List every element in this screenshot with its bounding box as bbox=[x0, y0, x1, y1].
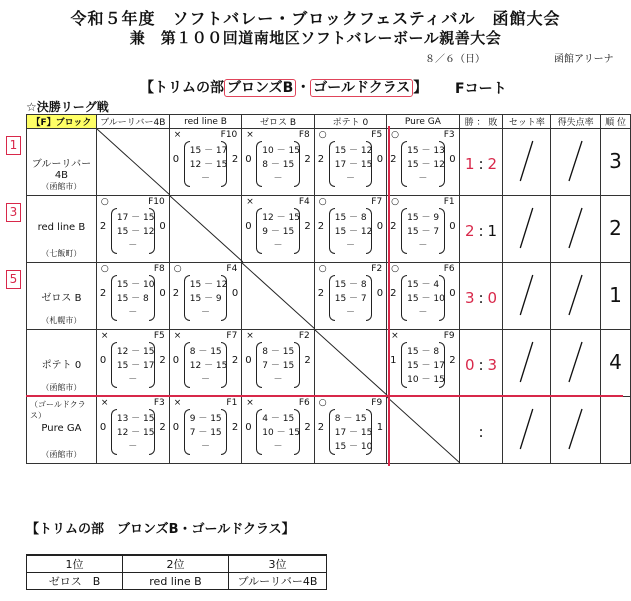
match-number: F1 bbox=[226, 398, 238, 408]
handwritten-slash bbox=[503, 397, 551, 463]
set-score: － bbox=[201, 308, 211, 318]
match-result-mark: × bbox=[246, 398, 254, 408]
table-row bbox=[27, 263, 631, 330]
win-loss-cell bbox=[459, 263, 503, 330]
set-score: 15 － 7 bbox=[407, 227, 440, 237]
set-score: 15 － 17 bbox=[407, 361, 445, 371]
set-score: 8 － 15 bbox=[334, 414, 367, 424]
match-number: F10 bbox=[220, 130, 238, 140]
column-header-team: ブルーリバー4B bbox=[96, 115, 169, 129]
sets-won: 0 bbox=[172, 355, 180, 366]
team-name: ブルーリバー4B bbox=[31, 159, 92, 181]
table-row bbox=[27, 129, 631, 196]
set-score: 15 － 17 bbox=[189, 146, 228, 156]
handwritten-slash bbox=[551, 263, 601, 329]
handwritten-seed-mark: 1 bbox=[6, 136, 21, 155]
match-result-mark: × bbox=[100, 331, 109, 341]
diagonal-line bbox=[315, 330, 388, 396]
sets-won: 2 bbox=[172, 288, 180, 299]
set-score: 8 － 15 bbox=[189, 347, 222, 357]
diagonal-line bbox=[97, 129, 170, 195]
event-venue: 函館アリーナ bbox=[554, 54, 614, 65]
set-score: 12 － 15 bbox=[262, 213, 300, 223]
set-scores bbox=[256, 208, 299, 254]
match-result-mark: × bbox=[391, 331, 399, 341]
handwritten-slash bbox=[551, 129, 601, 195]
section-class-gold: ゴールドクラス bbox=[310, 79, 413, 97]
set-score: 15 － 8 bbox=[407, 347, 440, 357]
match-cell bbox=[314, 263, 386, 330]
set-scores bbox=[184, 409, 228, 455]
wins: 3 bbox=[464, 289, 475, 307]
team-name: Pure GA bbox=[41, 423, 82, 434]
set-score: 4 － 15 bbox=[262, 414, 295, 424]
sets-won: 0 bbox=[245, 355, 252, 366]
set-score: － bbox=[418, 308, 428, 318]
match-number: F8 bbox=[153, 264, 165, 274]
rank-1-team: ゼロス B bbox=[27, 573, 123, 590]
self-match-cell bbox=[242, 263, 314, 330]
match-number: F9 bbox=[371, 398, 383, 408]
match-cell bbox=[387, 330, 459, 397]
match-cell bbox=[314, 397, 386, 464]
column-header-team: red line B bbox=[169, 115, 242, 129]
match-result-mark: ○ bbox=[391, 264, 400, 274]
set-score: － bbox=[128, 241, 138, 251]
sets-won: 0 bbox=[172, 422, 180, 433]
set-score: 17 － 15 bbox=[334, 160, 373, 170]
summary-title: 【トリムの部 ブロンズB・ゴールドクラス】 bbox=[26, 522, 295, 537]
match-number: F5 bbox=[153, 331, 165, 341]
set-scores bbox=[329, 275, 372, 321]
rank-cell bbox=[601, 263, 631, 330]
set-score: － bbox=[201, 442, 211, 452]
column-header-team: Pure GA bbox=[387, 115, 459, 129]
win-loss-cell bbox=[459, 129, 503, 196]
sets-lost: 0 bbox=[449, 221, 456, 232]
sets-lost: 0 bbox=[376, 154, 384, 165]
set-score: 15 － 12 bbox=[189, 280, 228, 290]
point-rate-cell bbox=[551, 196, 601, 263]
handwritten-slash bbox=[503, 263, 551, 329]
set-score: － bbox=[201, 375, 211, 385]
set-scores bbox=[401, 342, 444, 388]
set-score: 12 － 15 bbox=[189, 160, 228, 170]
match-cell bbox=[96, 263, 169, 330]
match-number: F4 bbox=[298, 197, 310, 207]
set-score: 15 － 4 bbox=[407, 280, 440, 290]
match-result-mark: ○ bbox=[318, 197, 327, 207]
set-score: 15 － 12 bbox=[407, 160, 445, 170]
win-loss bbox=[460, 289, 503, 307]
set-score: － bbox=[273, 174, 283, 184]
set-score: 15 － 8 bbox=[116, 294, 149, 304]
diagonal-line bbox=[242, 263, 315, 329]
handwritten-slash bbox=[503, 330, 551, 396]
sets-lost: 2 bbox=[231, 422, 239, 433]
set-score: 17 － 15 bbox=[334, 428, 373, 438]
match-result-mark: ○ bbox=[318, 264, 327, 274]
final-ranking-table bbox=[26, 554, 327, 590]
rank-value: 1 bbox=[609, 283, 622, 307]
set-score: － bbox=[345, 174, 355, 184]
match-result-mark: ○ bbox=[173, 264, 182, 274]
section-heading bbox=[140, 77, 427, 97]
set-score: 15 － 12 bbox=[334, 146, 373, 156]
set-score: 12 － 15 bbox=[116, 428, 155, 438]
win-loss bbox=[460, 222, 503, 240]
set-scores bbox=[111, 275, 155, 321]
team-cell bbox=[27, 263, 97, 330]
set-score: 17 － 15 bbox=[116, 213, 155, 223]
win-loss-separator: : bbox=[478, 423, 484, 441]
court-label: Fコート bbox=[455, 81, 507, 97]
sets-lost: 0 bbox=[449, 154, 456, 165]
set-score: － bbox=[418, 174, 428, 184]
match-result-mark: × bbox=[246, 331, 254, 341]
sets-won: 1 bbox=[390, 355, 397, 366]
column-header-team: ゼロス B bbox=[242, 115, 314, 129]
document-subtitle: 兼 第１００回道南地区ソフトバレーボール親善大会 bbox=[129, 29, 502, 47]
set-score: 15 － 10 bbox=[407, 294, 445, 304]
match-result-mark: ○ bbox=[100, 264, 109, 274]
set-scores bbox=[184, 342, 228, 388]
win-loss bbox=[460, 356, 503, 374]
sets-lost: 1 bbox=[376, 422, 384, 433]
sets-won: 2 bbox=[317, 288, 325, 299]
column-header-stat: 順 位 bbox=[601, 115, 631, 129]
set-score: 15 － 12 bbox=[334, 227, 373, 237]
set-score: 15 － 17 bbox=[116, 361, 155, 371]
sets-lost: 2 bbox=[304, 221, 311, 232]
match-number: F3 bbox=[153, 398, 165, 408]
rank-3-header: 3位 bbox=[229, 555, 327, 573]
set-score: － bbox=[345, 241, 355, 251]
set-score: 15 － 10 bbox=[116, 280, 155, 290]
self-match-cell bbox=[169, 196, 242, 263]
match-cell bbox=[242, 129, 314, 196]
match-cell bbox=[96, 196, 169, 263]
match-result-mark: × bbox=[173, 130, 182, 140]
set-scores bbox=[111, 342, 155, 388]
set-score: － bbox=[201, 174, 211, 184]
sets-won: 2 bbox=[99, 221, 107, 232]
handwritten-slash bbox=[551, 330, 601, 396]
sets-lost: 0 bbox=[231, 288, 239, 299]
team-name: red line B bbox=[37, 222, 86, 233]
set-score: 9 － 15 bbox=[262, 227, 295, 237]
team-cell bbox=[27, 196, 97, 263]
match-number: F8 bbox=[298, 130, 310, 140]
match-result-mark: ○ bbox=[318, 130, 327, 140]
sets-lost: 2 bbox=[231, 154, 239, 165]
annotation-line-horizontal bbox=[26, 395, 623, 397]
sets-won: 0 bbox=[99, 355, 107, 366]
set-score: 10 － 15 bbox=[407, 375, 445, 385]
sets-lost: 2 bbox=[231, 355, 239, 366]
losses: 3 bbox=[487, 356, 498, 374]
set-score: － bbox=[128, 442, 138, 452]
match-cell bbox=[96, 397, 169, 464]
section-suffix: 】 bbox=[413, 80, 428, 96]
team-cell bbox=[27, 397, 97, 464]
set-scores bbox=[329, 208, 372, 254]
rank-1-header: 1位 bbox=[27, 555, 123, 573]
set-score: － bbox=[273, 241, 283, 251]
losses: 2 bbox=[487, 155, 498, 173]
match-result-mark: × bbox=[173, 398, 182, 408]
match-cell bbox=[387, 263, 459, 330]
set-score: 8 － 15 bbox=[262, 347, 295, 357]
win-loss-separator: : bbox=[478, 222, 484, 240]
match-result-mark: ○ bbox=[318, 398, 327, 408]
column-header-stat: 勝 ： 敗 bbox=[459, 115, 503, 129]
sets-won: 2 bbox=[99, 288, 107, 299]
sets-lost: 2 bbox=[304, 355, 311, 366]
round-robin-table bbox=[26, 114, 631, 464]
team-cell bbox=[27, 330, 97, 397]
sets-won: 2 bbox=[390, 288, 397, 299]
wins: 2 bbox=[464, 222, 475, 240]
match-number: F10 bbox=[148, 197, 165, 207]
set-rate-cell bbox=[503, 330, 551, 397]
sets-won: 2 bbox=[317, 154, 325, 165]
set-scores bbox=[184, 275, 228, 321]
match-cell bbox=[387, 129, 459, 196]
win-loss-separator: : bbox=[478, 289, 484, 307]
set-scores bbox=[329, 141, 372, 187]
rank-cell bbox=[601, 129, 631, 196]
point-rate-cell bbox=[551, 397, 601, 464]
set-score: － bbox=[345, 308, 355, 318]
match-cell bbox=[242, 397, 314, 464]
set-rate-cell bbox=[503, 129, 551, 196]
match-cell bbox=[242, 330, 314, 397]
annotation-line-vertical bbox=[388, 126, 390, 466]
sets-won: 0 bbox=[172, 154, 180, 165]
set-score: 15 － 8 bbox=[334, 280, 367, 290]
handwritten-slash bbox=[503, 196, 551, 262]
table-row bbox=[27, 397, 631, 464]
match-number: F1 bbox=[443, 197, 455, 207]
losses: 1 bbox=[487, 222, 498, 240]
rank-cell bbox=[601, 330, 631, 397]
set-rate-cell bbox=[503, 263, 551, 330]
sets-lost: 2 bbox=[304, 154, 311, 165]
set-scores bbox=[256, 342, 299, 388]
set-score: 15 － 13 bbox=[407, 146, 445, 156]
event-date: ８／６（日） bbox=[425, 54, 485, 65]
match-number: F9 bbox=[443, 331, 455, 341]
set-score: 15 － 7 bbox=[334, 294, 367, 304]
self-match-cell bbox=[314, 330, 386, 397]
match-cell bbox=[169, 330, 242, 397]
team-name: ゼロス B bbox=[41, 293, 82, 304]
rank-2-team: red line B bbox=[123, 573, 229, 590]
match-cell bbox=[242, 196, 314, 263]
team-name: ポテト 0 bbox=[41, 360, 82, 371]
document-title: 令和５年度 ソフトバレー・ブロックフェスティバル 函館大会 bbox=[70, 9, 561, 28]
set-score: 7 － 15 bbox=[189, 428, 222, 438]
match-number: F6 bbox=[443, 264, 455, 274]
set-score: － bbox=[128, 308, 138, 318]
set-score: 15 － 9 bbox=[407, 213, 440, 223]
sets-lost: 0 bbox=[376, 221, 384, 232]
team-city: （函館市） bbox=[41, 383, 82, 392]
team-city: （札幌市） bbox=[41, 316, 82, 325]
match-number: F6 bbox=[298, 398, 310, 408]
sets-lost: 0 bbox=[376, 288, 384, 299]
match-number: F7 bbox=[371, 197, 383, 207]
match-cell bbox=[169, 397, 242, 464]
set-score: － bbox=[128, 375, 138, 385]
self-match-cell bbox=[96, 129, 169, 196]
set-score: 12 － 15 bbox=[189, 361, 228, 371]
sets-lost: 0 bbox=[159, 221, 166, 232]
sets-won: 2 bbox=[390, 154, 397, 165]
sets-won: 0 bbox=[245, 221, 252, 232]
handwritten-seed-mark: 3 bbox=[6, 203, 21, 222]
handwritten-slash bbox=[551, 196, 601, 262]
match-number: F2 bbox=[371, 264, 383, 274]
sets-won: 2 bbox=[317, 221, 325, 232]
team-grade: （ゴールドクラス） bbox=[30, 400, 86, 420]
set-scores bbox=[111, 409, 155, 455]
match-result-mark: × bbox=[246, 197, 254, 207]
team-city: （七飯町） bbox=[41, 249, 82, 258]
match-number: F5 bbox=[371, 130, 383, 140]
league-label: ☆決勝リーグ戦 bbox=[26, 100, 109, 114]
set-scores bbox=[256, 141, 299, 187]
team-cell bbox=[27, 129, 97, 196]
rank-value: 4 bbox=[609, 350, 622, 374]
set-score: 15 － 12 bbox=[116, 227, 155, 237]
set-score: 10 － 15 bbox=[262, 428, 300, 438]
match-result-mark: ○ bbox=[391, 197, 400, 207]
match-cell bbox=[314, 196, 386, 263]
section-dot: ・ bbox=[296, 80, 311, 96]
match-number: F2 bbox=[298, 331, 310, 341]
win-loss bbox=[460, 423, 503, 441]
set-scores bbox=[401, 275, 444, 321]
win-loss-cell bbox=[459, 196, 503, 263]
sets-lost: 2 bbox=[159, 422, 166, 433]
set-scores bbox=[329, 409, 372, 455]
win-loss bbox=[460, 155, 503, 173]
block-label: 【F】ブロック bbox=[27, 115, 97, 129]
rank-cell bbox=[601, 196, 631, 263]
rank-value: 3 bbox=[609, 149, 622, 173]
set-rate-cell bbox=[503, 196, 551, 263]
set-scores bbox=[256, 409, 299, 455]
diagonal-line bbox=[170, 196, 243, 262]
win-loss-separator: : bbox=[478, 155, 484, 173]
handwritten-seed-mark: 5 bbox=[6, 270, 21, 289]
set-score: 15 － 9 bbox=[189, 294, 222, 304]
set-score: 9 － 15 bbox=[189, 414, 222, 424]
win-loss-cell bbox=[459, 330, 503, 397]
point-rate-cell bbox=[551, 129, 601, 196]
match-result-mark: × bbox=[246, 130, 254, 140]
sets-won: 0 bbox=[99, 422, 107, 433]
self-match-cell bbox=[387, 397, 459, 464]
team-city: （函館市） bbox=[41, 182, 82, 191]
point-rate-cell bbox=[551, 330, 601, 397]
set-score: － bbox=[273, 442, 283, 452]
match-cell bbox=[96, 330, 169, 397]
sets-won: 0 bbox=[245, 422, 252, 433]
set-scores bbox=[184, 141, 228, 187]
section-class-bronze: ブロンズB bbox=[224, 79, 296, 97]
set-scores bbox=[401, 141, 444, 187]
wins: 0 bbox=[464, 356, 475, 374]
match-number: F3 bbox=[443, 130, 455, 140]
set-score: － bbox=[418, 241, 428, 251]
table-row bbox=[27, 196, 631, 263]
set-score: 15 － 8 bbox=[334, 213, 367, 223]
column-header-stat: 得失点率 bbox=[551, 115, 601, 129]
match-cell bbox=[387, 196, 459, 263]
match-result-mark: ○ bbox=[100, 197, 109, 207]
set-score: 15 － 10 bbox=[334, 442, 373, 452]
rank-cell bbox=[601, 397, 631, 464]
column-header-team: ポテト 0 bbox=[314, 115, 386, 129]
team-city: （函館市） bbox=[41, 450, 82, 459]
win-loss-cell bbox=[459, 397, 503, 464]
rank-3-team: ブルーリバー4B bbox=[229, 573, 327, 590]
match-cell bbox=[314, 129, 386, 196]
sets-won: 2 bbox=[390, 221, 397, 232]
set-score: 8 － 15 bbox=[262, 160, 295, 170]
column-header-stat: セット率 bbox=[503, 115, 551, 129]
sets-lost: 2 bbox=[304, 422, 311, 433]
point-rate-cell bbox=[551, 263, 601, 330]
wins: 1 bbox=[464, 155, 475, 173]
table-row bbox=[27, 330, 631, 397]
set-rate-cell bbox=[503, 397, 551, 464]
match-number: F7 bbox=[226, 331, 238, 341]
losses: 0 bbox=[487, 289, 498, 307]
section-prefix: 【トリムの部 bbox=[140, 80, 224, 96]
match-number: F4 bbox=[226, 264, 238, 274]
rank-value: 2 bbox=[609, 216, 622, 240]
match-result-mark: × bbox=[173, 331, 182, 341]
match-cell bbox=[169, 263, 242, 330]
sets-won: 2 bbox=[317, 422, 325, 433]
sets-lost: 0 bbox=[449, 288, 456, 299]
set-score: 13 － 15 bbox=[116, 414, 155, 424]
handwritten-slash bbox=[551, 397, 601, 463]
sets-lost: 2 bbox=[159, 355, 166, 366]
match-result-mark: × bbox=[100, 398, 109, 408]
sets-lost: 2 bbox=[449, 355, 456, 366]
set-score: 7 － 15 bbox=[262, 361, 295, 371]
set-scores bbox=[401, 208, 444, 254]
set-score: － bbox=[273, 375, 283, 385]
set-score: 10 － 15 bbox=[262, 146, 300, 156]
win-loss-separator: : bbox=[478, 356, 484, 374]
match-result-mark: ○ bbox=[391, 130, 400, 140]
sets-won: 0 bbox=[245, 154, 252, 165]
set-score: 12 － 15 bbox=[116, 347, 155, 357]
set-scores bbox=[111, 208, 155, 254]
rank-2-header: 2位 bbox=[123, 555, 229, 573]
handwritten-slash bbox=[503, 129, 551, 195]
diagonal-line bbox=[387, 397, 460, 463]
sets-lost: 0 bbox=[159, 288, 166, 299]
match-cell bbox=[169, 129, 242, 196]
